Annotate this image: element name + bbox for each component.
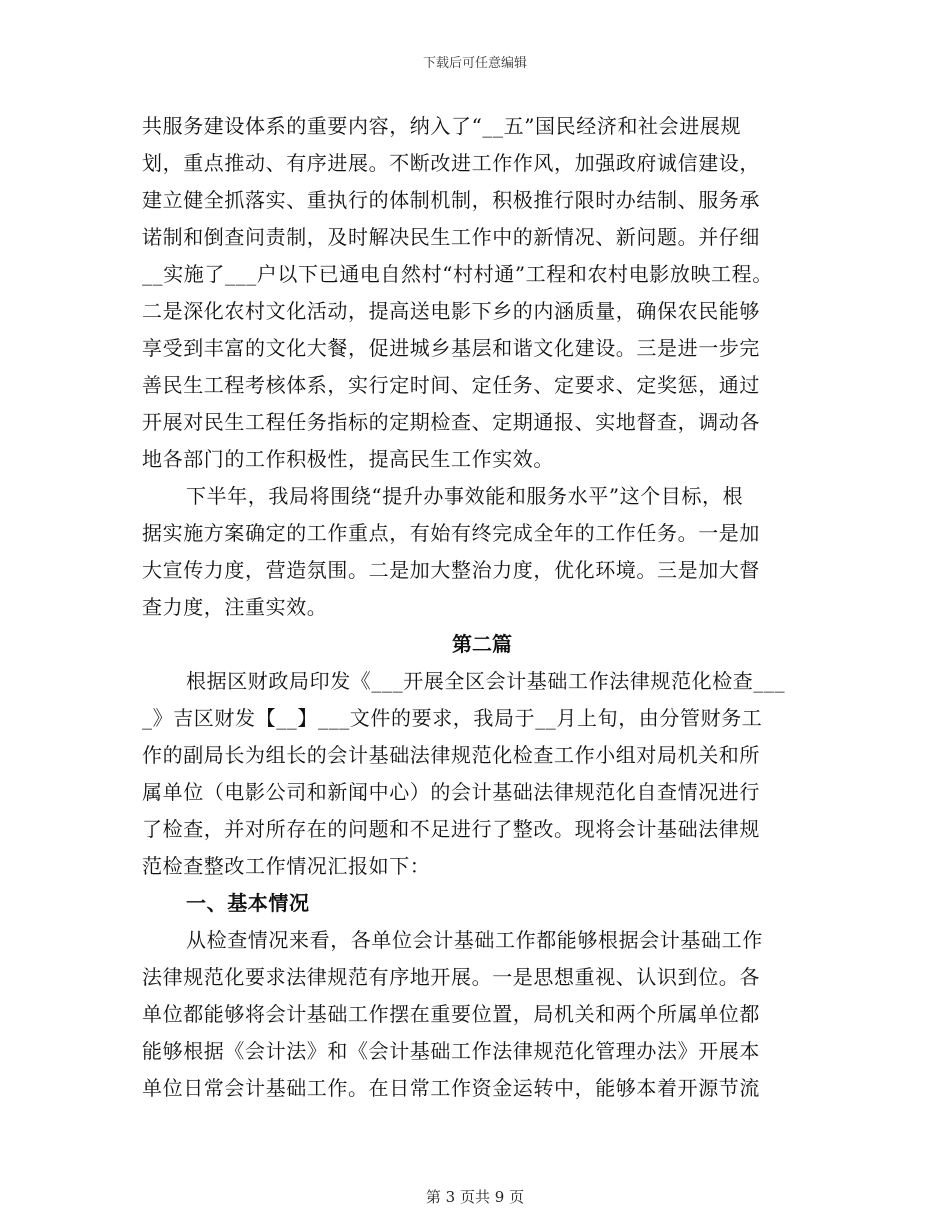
subsection-heading: 一、基本情况 xyxy=(186,891,310,915)
paragraph-start-line: 根据区财政局印发《___开展全区会计基础工作法律规范化检查___ xyxy=(186,669,786,693)
text-line: 查力度，注重实效。 xyxy=(142,595,328,619)
text-line: _》吉区财发【__】___文件的要求，我局于__月上旬，由分管财务工 xyxy=(142,706,763,730)
text-line: 能够根据《会计法》和《会计基础工作法律规范化管理办法》开展本 xyxy=(142,1039,760,1063)
paragraph-start-line: 从检查情况来看，各单位会计基础工作都能够根据会计基础工作 xyxy=(186,928,763,952)
text-line: 范检查整改工作情况汇报如下： xyxy=(142,854,431,878)
text-line: 属单位（电影公司和新闻中心）的会计基础法律规范化自查情况进行 xyxy=(142,780,760,804)
text-line: 作的副局长为组长的会计基础法律规范化检查工作小组对局机关和所 xyxy=(142,743,760,767)
text-line: 法律规范化要求法律规范有序地开展。一是思想重视、认识到位。各 xyxy=(142,965,760,989)
document-body xyxy=(142,108,822,1107)
text-line: 诺制和倒查问责制，及时解决民生工作中的新情况、新问题。并仔细 xyxy=(142,225,760,249)
text-line: 单位日常会计基础工作。在日常工作资金运转中，能够本着开源节流 xyxy=(142,1076,760,1100)
text-line: 地各部门的工作积极性，提高民生工作实效。 xyxy=(142,447,554,471)
text-line: 大宣传力度，营造氛围。二是加大整治力度，优化环境。三是加大督 xyxy=(142,558,760,582)
text-line: 了检查，并对所存在的问题和不足进行了整改。现将会计基础法律规 xyxy=(142,817,760,841)
page-number-footer: 第 3 页共 9 页 xyxy=(425,1188,525,1206)
text-line: __实施了___户以下已通电自然村“村村通”工程和农村电影放映工程。 xyxy=(142,262,773,286)
text-line: 划，重点推动、有序进展。不断改进工作作风，加强政府诚信建设， xyxy=(142,151,760,175)
section-title: 第二篇 xyxy=(452,632,512,656)
text-line: 享受到丰富的文化大餐，促进城乡基层和谐文化建设。三是进一步完 xyxy=(142,336,760,360)
text-line: 据实施方案确定的工作重点，有始有终完成全年的工作任务。一是加 xyxy=(142,521,760,545)
paragraph-start-line: 下半年，我局将围绕“提升办事效能和服务水平”这个目标，根 xyxy=(186,484,744,508)
text-line: 建立健全抓落实、重执行的体制机制，积极推行限时办结制、服务承 xyxy=(142,188,760,212)
text-line: 开展对民生工程任务指标的定期检查、定期通报、实地督查，调动各 xyxy=(142,410,760,434)
page-header: 下载后可任意编辑 xyxy=(422,56,527,71)
text-line: 单位都能够将会计基础工作摆在重要位置，局机关和两个所属单位都 xyxy=(142,1002,760,1026)
text-line: 二是深化农村文化活动，提高送电影下乡的内涵质量，确保农民能够 xyxy=(142,299,760,323)
text-line: 善民生工程考核体系，实行定时间、定任务、定要求、定奖惩，通过 xyxy=(142,373,760,397)
text-line: 共服务建设体系的重要内容，纳入了“__五”国民经济和社会进展规 xyxy=(142,114,742,138)
